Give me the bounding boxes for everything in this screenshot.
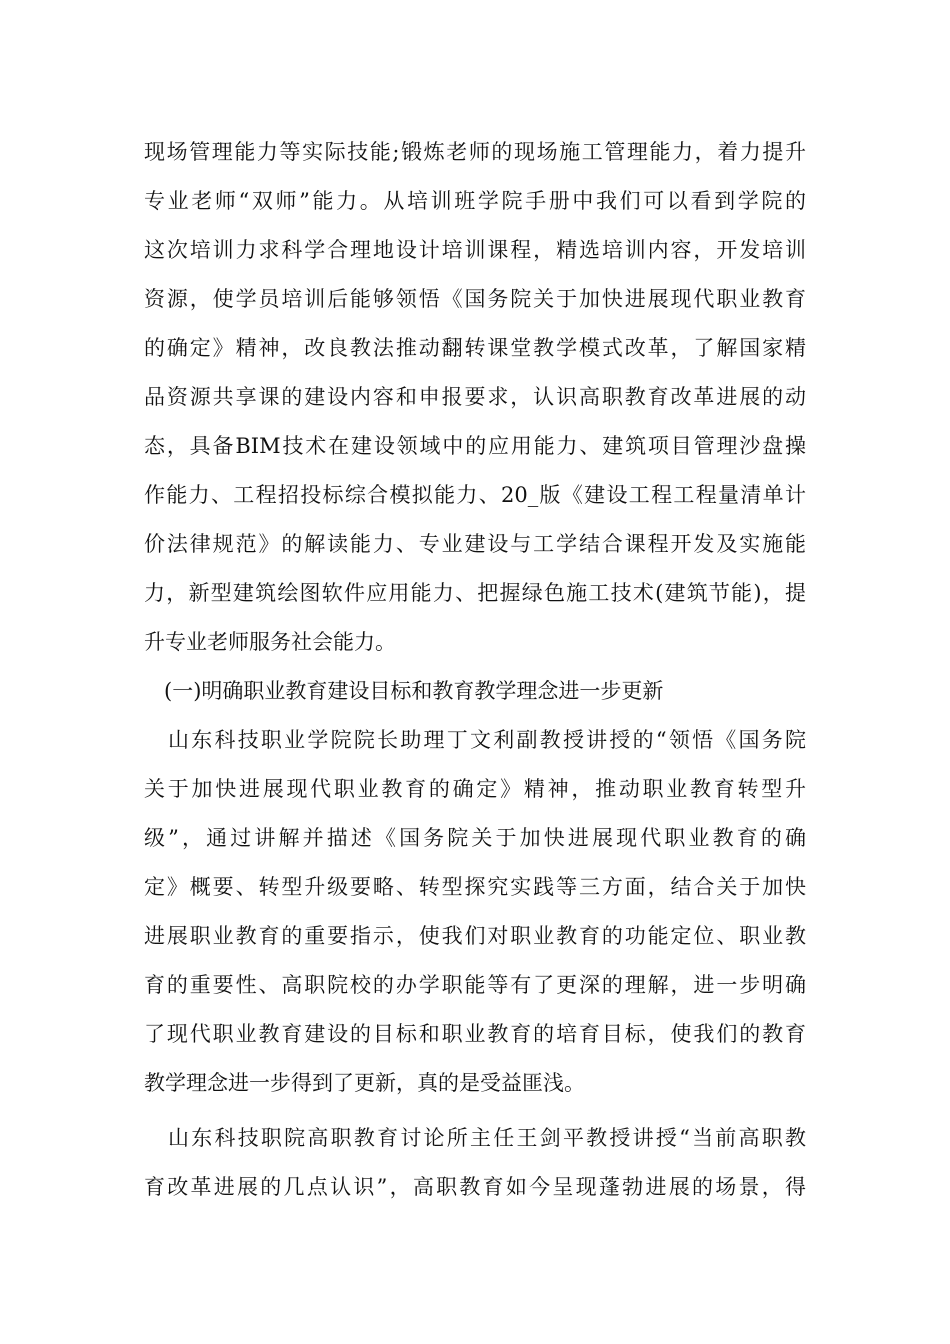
text-line: 资源，使学员培训后能够领悟《国务院关于加快进展现代职业教育 <box>144 287 806 311</box>
text-line: 山东科技职业学院院长助理丁文利副教授讲授的“领悟《国务院 <box>168 728 806 752</box>
text-line: 价法律规范》的解读能力、专业建设与工学结合课程开发及实施能 <box>144 532 806 556</box>
text-line: 育的重要性、高职院校的办学职能等有了更深的理解，进一步明确 <box>144 973 806 997</box>
text-line: 现场管理能力等实际技能;锻炼老师的现场施工管理能力，着力提升 <box>144 140 806 164</box>
text-line: 教学理念进一步得到了更新，真的是受益匪浅。 <box>144 1071 585 1095</box>
text-line: 品资源共享课的建设内容和申报要求，认识高职教育改革进展的动 <box>144 385 806 409</box>
text-line: 进展职业教育的重要指示，使我们对职业教育的功能定位、职业教 <box>144 924 806 948</box>
paragraph-vocational-goals <box>144 716 806 1108</box>
text-line: 力，新型建筑绘图软件应用能力、把握绿色施工技术(建筑节能)，提 <box>144 581 806 605</box>
text-line: 升专业老师服务社会能力。 <box>144 630 396 654</box>
paragraph-higher-vocational-reform <box>144 1114 806 1212</box>
section-heading-text: (一)明确职业教育建设目标和教育教学理念进一步更新 <box>164 679 664 703</box>
paragraph-training-overview <box>144 128 806 667</box>
section-heading <box>144 667 806 716</box>
text-line: 作能力、工程招投标综合模拟能力、20_版《建设工程工程量清单计 <box>144 483 806 507</box>
document-body <box>144 128 806 1212</box>
text-line: 了现代职业教育建设的目标和职业教育的培育目标，使我们的教育 <box>144 1022 806 1046</box>
text-line: 育改革进展的几点认识”，高职教育如今呈现蓬勃进展的场景，得 <box>144 1175 806 1199</box>
text-line: 态，具备BIM技术在建设领域中的应用能力、建筑项目管理沙盘操 <box>144 434 806 458</box>
text-line: 专业老师“双师”能力。从培训班学院手册中我们可以看到学院的 <box>144 189 806 213</box>
text-line: 的确定》精神，改良教法推动翻转课堂教学模式改革，了解国家精 <box>144 336 806 360</box>
text-line: 定》概要、转型升级要略、转型探究实践等三方面，结合关于加快 <box>144 875 806 899</box>
text-line: 这次培训力求科学合理地设计培训课程，精选培训内容，开发培训 <box>144 238 806 262</box>
text-line: 山东科技职院高职教育讨论所主任王剑平教授讲授“当前高职教 <box>168 1126 806 1150</box>
text-line: 关于加快进展现代职业教育的确定》精神，推动职业教育转型升 <box>144 777 806 801</box>
text-line: 级”，通过讲解并描述《国务院关于加快进展现代职业教育的确 <box>144 826 806 850</box>
